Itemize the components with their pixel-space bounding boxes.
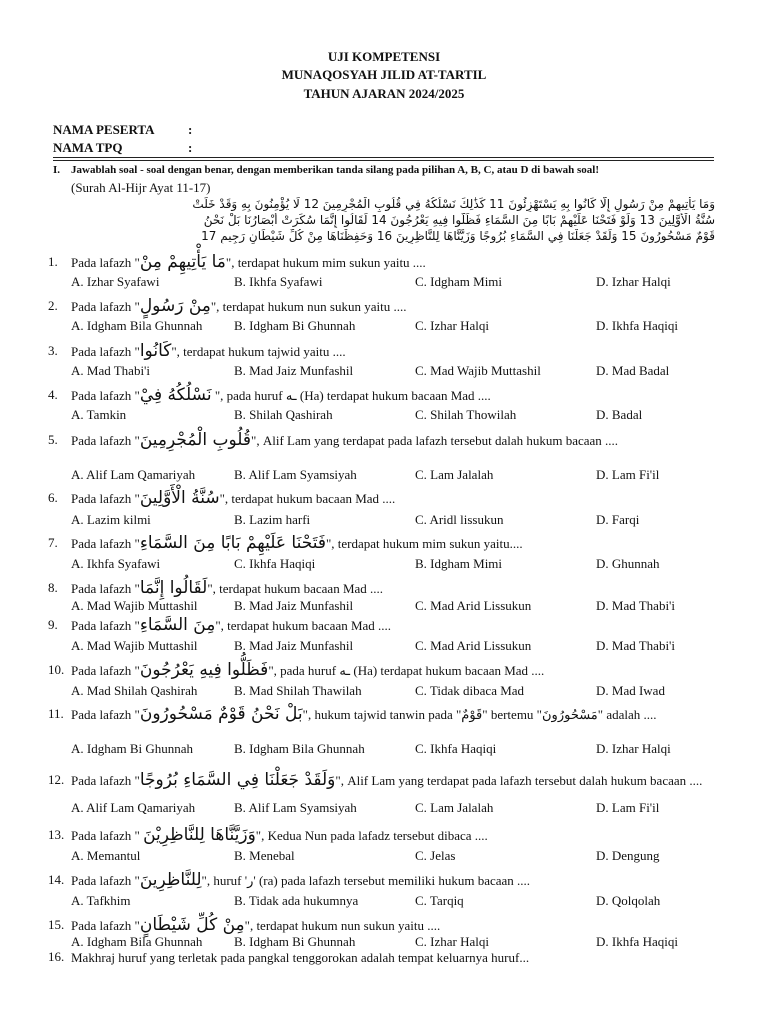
question-suffix: ", Alif Lam yang terdapat pada lafazh tersebut dalah hukum bacaan .... xyxy=(251,433,619,448)
answer-option[interactable]: B. Ikhfa Syafawi xyxy=(234,274,323,289)
question-number: 12. xyxy=(48,772,65,787)
answer-option[interactable]: B. Shilah Qashirah xyxy=(234,407,333,422)
question-suffix: ", hukum tajwid tanwin pada "قَوْمٌ" bertemu "مَسْحُورُونَ" adalah .... xyxy=(302,707,657,722)
answer-option[interactable]: B. Tidak ada hukumnya xyxy=(234,893,359,908)
tpq-name-colon: : xyxy=(188,140,193,155)
answer-option[interactable]: D. Mad Thabi'i xyxy=(596,638,676,653)
answer-option[interactable]: B. Mad Jaiz Munfashil xyxy=(234,598,354,613)
answer-option[interactable]: A. Idgham Bila Ghunnah xyxy=(71,934,203,949)
ayat-line: قَوْمٌ مَسْحُورُونَ 15 وَلَقَدْ جَعَلْنَا فِي السَّمَاءِ بُرُوجًا وَزَيَّنَّاهَا لِلنَّاظِرِينَ 16 وَحَفِظْنَاهَا مِنْ كُلِّ شَيْطَانٍ رَجِيمٍ 17 xyxy=(201,229,715,243)
question-number: 11. xyxy=(48,706,64,721)
question-text xyxy=(71,432,716,449)
arabic-lafazh: وَلَقَدْ جَعَلْنَا فِي السَّمَاءِ بُرُوجًا xyxy=(139,770,336,790)
question-suffix: ", pada huruf ـه (Ha) terdapat hukum bacaan Mad .... xyxy=(211,388,491,403)
question-number: 9. xyxy=(48,617,58,632)
instruction-text: Jawablah soal - soal dengan benar, dengan memberikan tanda silang pada pilihan A, B, C, atau D di bawah soal! xyxy=(71,164,600,176)
question-number: 3. xyxy=(48,343,58,358)
arabic-lafazh: لَقَالُوا إِنَّمَا xyxy=(139,578,208,598)
answer-option[interactable]: D. Mad Badal xyxy=(596,363,670,378)
answer-option[interactable]: B. Alif Lam Syamsiyah xyxy=(234,467,357,482)
question-text xyxy=(71,617,716,634)
answer-option[interactable]: D. Qolqolah xyxy=(596,893,661,908)
question-number: 10. xyxy=(48,662,65,677)
ayat-line: سُنَّةُ الْأَوَّلِينَ 13 وَلَوْ فَتَحْنَا عَلَيْهِمْ بَابًا مِنَ السَّمَاءِ فَظَلُّوا فِيهِ يَعْرُجُونَ 14 لَقَالُوا إِنَّمَا سُكِّرَتْ أَبْصَارُنَا بَلْ نَحْنُ xyxy=(203,213,715,227)
question-suffix: ", terdapat hukum bacaan Mad .... xyxy=(215,618,392,633)
answer-option[interactable]: C. Shilah Thowilah xyxy=(415,407,517,422)
participant-name-label: NAMA PESERTA xyxy=(53,122,155,137)
question-number: 4. xyxy=(48,387,58,402)
ayat-line: وَمَا يَأْتِيهِمْ مِنْ رَسُولٍ إِلَّا كَانُوا بِهِ يَسْتَهْزِئُونَ 11 كَذَٰلِكَ نَسْلُكُهُ فِي قُلُوبِ الْمُجْرِمِينَ 12 لَا يُؤْمِنُونَ بِهِ وَقَدْ خَلَتْ xyxy=(192,197,715,211)
answer-option[interactable]: A. Alif Lam Qamariyah xyxy=(71,800,196,815)
answer-option[interactable]: B. Mad Shilah Thawilah xyxy=(234,683,362,698)
question-prefix: Pada lafazh " xyxy=(71,581,140,596)
question-suffix: ", Kedua Nun pada lafadz tersebut dibaca .... xyxy=(255,828,488,843)
question-suffix: ", pada huruf ـه (Ha) terdapat hukum bacaan Mad .... xyxy=(268,663,545,678)
question-suffix: ", Alif Lam yang terdapat pada lafazh tersebut dalah hukum bacaan .... xyxy=(335,773,703,788)
answer-option[interactable]: B. Lazim harfi xyxy=(234,512,311,527)
arabic-lafazh: قُلُوبِ الْمُجْرِمِينَ xyxy=(139,430,252,450)
arabic-lafazh: مِنْ كُلِّ شَيْطَانٍ xyxy=(139,915,245,935)
answer-option[interactable]: C. Tidak dibaca Mad xyxy=(415,683,525,698)
arabic-lafazh: مِنْ رَسُولٍ xyxy=(139,296,211,316)
answer-option[interactable]: C. Mad Wajib Muttashil xyxy=(415,363,541,378)
question-text xyxy=(71,917,716,934)
tpq-name-label: NAMA TPQ xyxy=(53,140,123,155)
answer-option[interactable]: A. Mad Thabi'i xyxy=(71,363,151,378)
answer-option[interactable]: A. Izhar Syafawi xyxy=(71,274,160,289)
section-instruction xyxy=(53,164,599,176)
question-text xyxy=(71,949,716,966)
question-number: 5. xyxy=(48,432,58,447)
answer-option[interactable]: A. Memantul xyxy=(71,848,141,863)
answer-option[interactable]: A. Idgham Bi Ghunnah xyxy=(71,741,194,756)
question-prefix: Pada lafazh " xyxy=(71,344,140,359)
question-number: 15. xyxy=(48,917,65,932)
question-suffix: ", terdapat hukum bacaan Mad .... xyxy=(219,491,396,506)
arabic-lafazh: فَظَلُّوا فِيهِ يَعْرُجُونَ xyxy=(139,660,269,680)
question-text xyxy=(71,535,716,552)
question-prefix: Pada lafazh " xyxy=(71,873,140,888)
answer-option[interactable]: C. Jelas xyxy=(415,848,456,863)
question-number: 2. xyxy=(48,298,58,313)
answer-option[interactable]: D. Dengung xyxy=(596,848,660,863)
arabic-lafazh: سُنَّةُ الْأَوَّلِينَ xyxy=(139,488,220,508)
question-text xyxy=(71,872,716,889)
question-prefix: Pada lafazh " xyxy=(71,828,144,843)
answer-option[interactable]: C. Izhar Halqi xyxy=(415,318,490,333)
question-number: 1. xyxy=(48,254,58,269)
question-text xyxy=(71,580,716,597)
answer-option[interactable]: C. Izhar Halqi xyxy=(415,934,490,949)
divider-bottom xyxy=(53,160,714,161)
answer-option[interactable]: A. Mad Wajib Muttashil xyxy=(71,638,198,653)
question-number: 16. xyxy=(48,949,65,964)
question-prefix: Pada lafazh " xyxy=(71,299,140,314)
answer-option[interactable]: B. Mad Jaiz Munfashil xyxy=(234,363,354,378)
question-prefix: Pada lafazh " xyxy=(71,388,140,403)
answer-option[interactable]: C. Mad Arid Lissukun xyxy=(415,638,532,653)
answer-option[interactable]: B. Mad Jaiz Munfashil xyxy=(234,638,354,653)
answer-option[interactable]: D. Ikhfa Haqiqi xyxy=(596,934,678,949)
answer-option[interactable]: D. Lam Fi'il xyxy=(596,467,660,482)
answer-option[interactable]: C. Lam Jalalah xyxy=(415,800,494,815)
answer-option[interactable]: A. Tafkhim xyxy=(71,893,131,908)
answer-option[interactable]: C. Aridl lissukun xyxy=(415,512,504,527)
answer-option[interactable]: C. Mad Arid Lissukun xyxy=(415,598,532,613)
question-prefix: Pada lafazh " xyxy=(71,618,140,633)
question-text xyxy=(71,662,716,679)
answer-option[interactable]: B. Alif Lam Syamsiyah xyxy=(234,800,357,815)
answer-option[interactable]: D. Izhar Halqi xyxy=(596,741,671,756)
question-suffix: ", terdapat hukum tajwid yaitu .... xyxy=(171,344,346,359)
answer-option[interactable]: D. Lam Fi'il xyxy=(596,800,660,815)
question-text xyxy=(71,772,716,789)
answer-option[interactable]: C. Tarqiq xyxy=(415,893,464,908)
answer-option[interactable]: D. Ghunnah xyxy=(596,556,660,571)
exam-year: TAHUN AJARAN 2024/2025 xyxy=(303,86,465,101)
answer-option[interactable]: C. Ikhfa Haqiqi xyxy=(415,741,497,756)
answer-option[interactable]: B. Menebal xyxy=(234,848,295,863)
answer-option[interactable]: C. Idgham Mimi xyxy=(415,274,503,289)
surah-reference: (Surah Al-Hijr Ayat 11-17) xyxy=(71,180,211,195)
arabic-lafazh: نَسْلُكُهُ فِيْ xyxy=(139,385,212,405)
question-suffix: ", huruf 'ر' (ra) pada lafazh tersebut memiliki hukum bacaan .... xyxy=(201,873,531,888)
answer-option[interactable]: B. Idgham Bi Ghunnah xyxy=(234,318,356,333)
question-prefix: Makhraj huruf yang terletak pada pangkal tenggorokan adalah tempat keluarnya huruf... xyxy=(71,950,530,965)
arabic-lafazh: لِلنَّاظِرِينَ xyxy=(139,870,202,890)
answer-option[interactable]: C. Lam Jalalah xyxy=(415,467,494,482)
arabic-lafazh: مَا يَأْتِيهِمْ مِنْ xyxy=(139,252,226,272)
answer-option[interactable]: D. Izhar Halqi xyxy=(596,274,671,289)
answer-option[interactable]: D. Mad Iwad xyxy=(596,683,665,698)
question-suffix: ", terdapat hukum mim sukun yaitu .... xyxy=(225,255,426,270)
answer-option[interactable]: A. Mad Shilah Qashirah xyxy=(71,683,198,698)
answer-option[interactable]: D. Farqi xyxy=(596,512,640,527)
answer-option[interactable]: A. Alif Lam Qamariyah xyxy=(71,467,196,482)
question-prefix: Pada lafazh " xyxy=(71,663,140,678)
answer-option[interactable]: A. Ikhfa Syafawi xyxy=(71,556,161,571)
question-prefix: Pada lafazh " xyxy=(71,433,140,448)
question-number: 13. xyxy=(48,827,65,842)
question-suffix: ", terdapat hukum mim sukun yaitu.... xyxy=(325,536,523,551)
answer-option[interactable]: B. Idgham Bila Ghunnah xyxy=(234,741,365,756)
question-prefix: Pada lafazh " xyxy=(71,918,140,933)
question-prefix: Pada lafazh " xyxy=(71,536,140,551)
answer-option[interactable]: D. Ikhfa Haqiqi xyxy=(596,318,678,333)
question-text xyxy=(71,387,716,404)
question-number: 7. xyxy=(48,535,58,550)
question-text xyxy=(71,827,716,844)
answer-option[interactable]: D. Mad Thabi'i xyxy=(596,598,676,613)
question-number: 8. xyxy=(48,580,58,595)
answer-option[interactable]: A. Lazim kilmi xyxy=(71,512,151,527)
exam-subtitle: MUNAQOSYAH JILID AT-TARTIL xyxy=(281,67,487,82)
answer-option[interactable]: A. Idgham Bila Ghunnah xyxy=(71,318,203,333)
question-number: 14. xyxy=(48,872,65,887)
question-suffix: ", terdapat hukum nun sukun yaitu .... xyxy=(244,918,441,933)
question-text xyxy=(71,343,716,360)
answer-option[interactable]: A. Mad Wajib Muttashil xyxy=(71,598,198,613)
answer-option[interactable]: A. Tamkin xyxy=(71,407,127,422)
arabic-lafazh: مِنَ السَّمَاءِ xyxy=(139,615,216,635)
divider-top xyxy=(53,157,714,158)
answer-option[interactable]: B. Idgham Mimi xyxy=(415,556,503,571)
question-text xyxy=(71,490,716,507)
question-suffix: ", terdapat hukum bacaan Mad .... xyxy=(207,581,384,596)
question-prefix: Pada lafazh " xyxy=(71,491,140,506)
question-prefix: Pada lafazh " xyxy=(71,773,140,788)
arabic-lafazh: كَانُوا xyxy=(139,341,172,361)
question-text xyxy=(71,298,716,315)
question-prefix: Pada lafazh " xyxy=(71,707,140,722)
question-suffix: ", terdapat hukum nun sukun yaitu .... xyxy=(210,299,407,314)
answer-option[interactable]: D. Badal xyxy=(596,407,643,422)
arabic-lafazh: فَتَحْنَا عَلَيْهِمْ بَابًا مِنَ السَّمَاءِ xyxy=(139,533,326,553)
question-number: 6. xyxy=(48,490,58,505)
question-text xyxy=(71,706,716,723)
answer-option[interactable]: B. Idgham Bi Ghunnah xyxy=(234,934,356,949)
arabic-lafazh: وَزَيَّنَّاهَا لِلنَّاظِرِيْنَ xyxy=(143,825,256,845)
participant-name-colon: : xyxy=(188,122,193,137)
exam-title: UJI KOMPETENSI xyxy=(327,49,441,64)
question-prefix: Pada lafazh " xyxy=(71,255,140,270)
section-number: I. xyxy=(53,164,61,176)
arabic-lafazh: بَلْ نَحْنُ قَوْمٌ مَسْحُورُونَ xyxy=(139,704,303,724)
answer-option[interactable]: C. Ikhfa Haqiqi xyxy=(234,556,316,571)
question-text xyxy=(71,254,716,271)
